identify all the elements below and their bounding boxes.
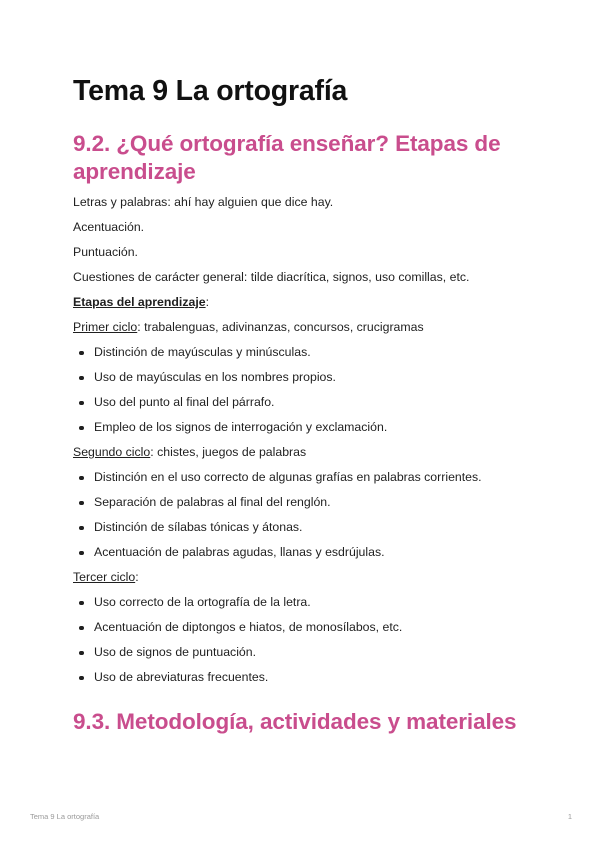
cycle-1-label: Primer ciclo [73, 320, 138, 334]
page-footer [30, 812, 572, 821]
list-item: Empleo de los signos de interrogación y exclamación. [94, 415, 543, 440]
cycle-1-heading [73, 315, 543, 340]
list-item: Uso de mayúsculas en los nombres propios. [94, 365, 543, 390]
list-item: Separación de palabras al final del renglón. [94, 490, 543, 515]
list-item: Uso del punto al final del párrafo. [94, 390, 543, 415]
cycle-3-heading [73, 565, 543, 590]
paragraph-punctuation: Puntuación. [73, 245, 138, 259]
cycle-3-description: : [135, 570, 139, 584]
document-page [73, 72, 543, 736]
cycle-3-label: Tercer ciclo [73, 570, 136, 584]
list-item: Distinción de mayúsculas y minúsculas. [94, 340, 543, 365]
cycle-1-list [73, 340, 543, 440]
cycle-2-label: Segundo ciclo [73, 445, 151, 459]
stages-label: Etapas del aprendizaje [73, 295, 206, 309]
list-item: Uso de signos de puntuación. [94, 640, 543, 665]
list-item: Distinción de sílabas tónicas y átonas. [94, 515, 543, 540]
list-item: Uso correcto de la ortografía de la letra. [94, 590, 543, 615]
cycle-2-heading [73, 440, 543, 465]
list-item: Acentuación de palabras agudas, llanas y esdrújulas. [94, 540, 543, 565]
cycle-1-description: : trabalenguas, adivinanzas, concursos, crucigramas [137, 320, 424, 334]
paragraph-accentuation: Acentuación. [73, 220, 145, 234]
footer-title: Tema 9 La ortografía [30, 812, 100, 821]
list-item: Uso de abreviaturas frecuentes. [94, 665, 543, 690]
stages-heading [73, 290, 543, 315]
cycle-2-description: : chistes, juegos de palabras [150, 445, 307, 459]
section-heading-9-2: 9.2. ¿Qué ortografía enseñar? Etapas de aprendizaje [73, 131, 501, 184]
paragraph-general-issues: Cuestiones de carácter general: tilde diacrítica, signos, uso comillas, etc. [73, 270, 470, 284]
section-heading-9-3: 9.3. Metodología, actividades y materiales [73, 709, 517, 734]
cycle-3-list [73, 590, 543, 690]
cycle-2-list [73, 465, 543, 565]
paragraph-letters: Letras y palabras: ahí hay alguien que dice hay. [73, 195, 334, 209]
document-title: Tema 9 La ortografía [73, 75, 348, 107]
page-number: 1 [567, 812, 572, 821]
list-item: Acentuación de diptongos e hiatos, de monosílabos, etc. [94, 615, 543, 640]
stages-colon: : [205, 295, 210, 309]
list-item: Distinción en el uso correcto de algunas grafías en palabras corrientes. [94, 465, 543, 490]
